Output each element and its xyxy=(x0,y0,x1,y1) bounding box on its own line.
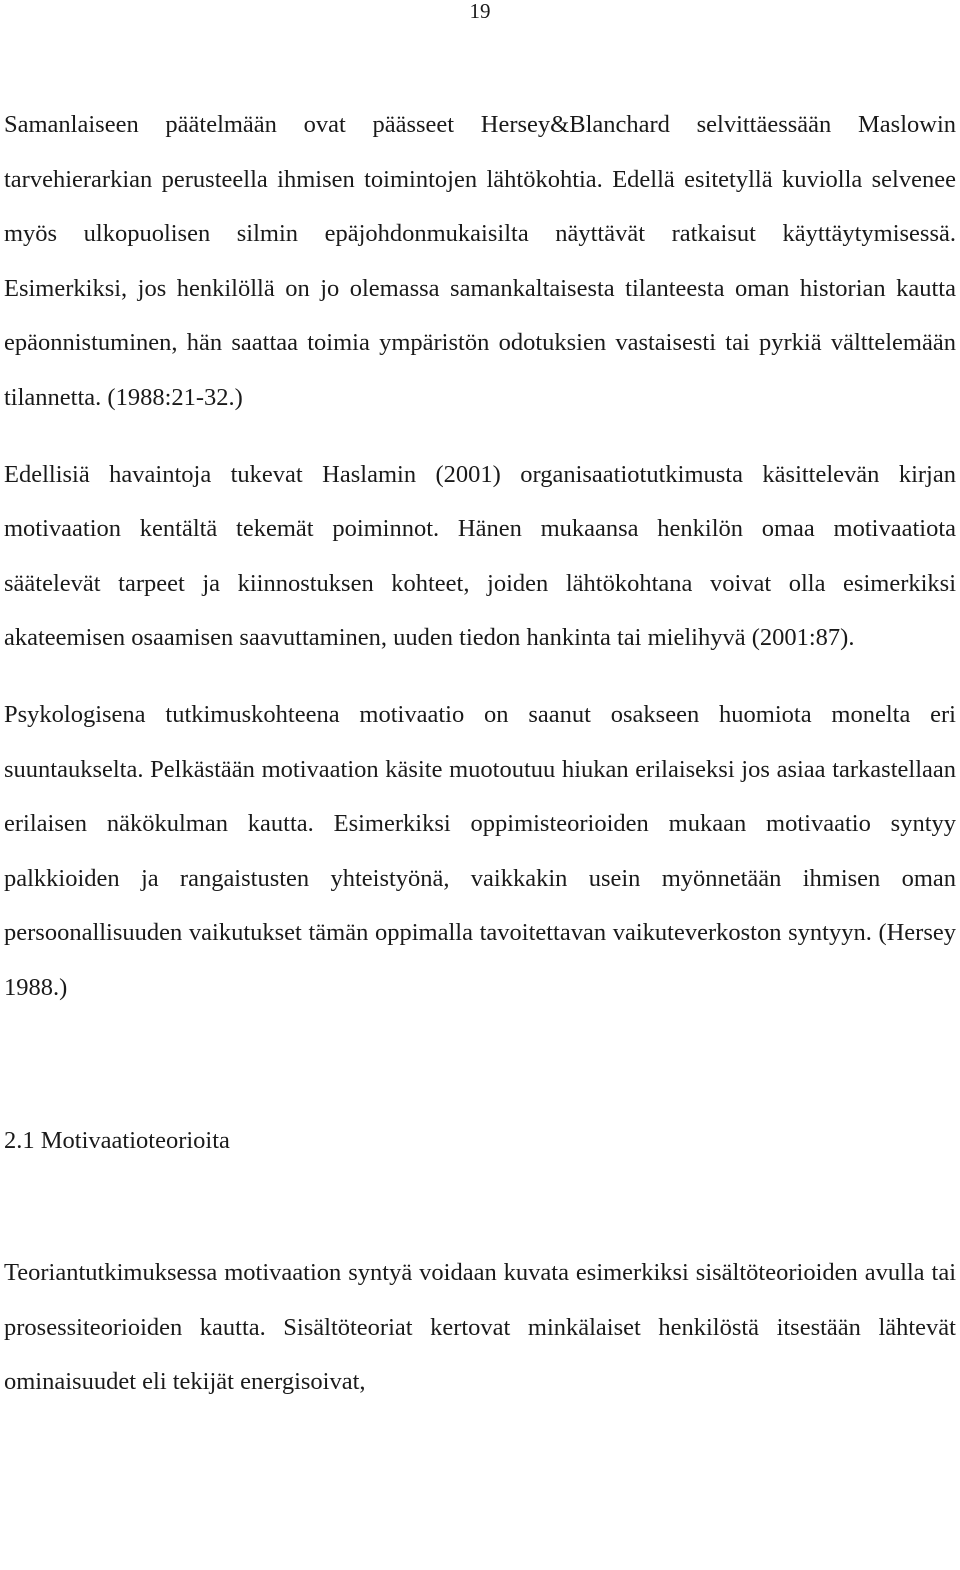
heading-gap xyxy=(4,1168,956,1246)
paragraph-gap xyxy=(4,666,956,688)
paragraph-3: Psykologisena tutkimuskohteena motivaatio on saanut osakseen huomiota monelta eri suuntaukselta. Pelkästään motivaation käsite muotoutuu hiukan erilaiseksi jos asiaa tarkastellaan erilaisen näkökulman kautta. Esimerkiksi oppimisteorioiden mukaan motivaatio syntyy palkkioiden ja rangaistusten yhteistyönä, vaikkakin usein myönnetään ihmisen oman persoonallisuuden vaikutukset tämän oppimalla tavoitettavan vaikuteverkoston syntyyn. (Hersey 1988.) xyxy=(4,700,956,1001)
paragraph-1: Samanlaiseen päätelmään ovat päässeet Hersey&Blanchard selvittäessään Maslowin tarvehierarkian perusteella ihmisen toimintojen lähtökohtia. Edellä esitetyllä kuviolla selvenee myös ulkopuolisen silmin epäjohdonmukaisilta näyttävät ratkaisut käyttäytymisessä. Esimerkiksi, jos henkilöllä on jo olemassa samankaltaisesta tilanteesta oman historian kautta epäonnistuminen, hän saattaa toimia ympäristön odotuksien vastaisesti tai pyrkiä välttelemään tilannetta. (1988:21-32.) xyxy=(4,111,956,411)
section-heading: 2.1 Motivaatioteorioita xyxy=(4,1126,230,1154)
section-gap xyxy=(4,1016,956,1114)
document-body xyxy=(4,98,956,1410)
paragraph-gap xyxy=(4,426,956,448)
section-paragraph: Teoriantutkimuksessa motivaation syntyä voidaan kuvata esimerkiksi sisältöteorioiden avulla tai prosessiteorioiden kautta. Sisältöteoriat kertovat minkälaiset henkilöstä itsestään lähtevät ominaisuudet eli tekijät energisoivat, xyxy=(4,1259,956,1396)
paragraph-2: Edellisiä havaintoja tukevat Haslamin (2001) organisaatiotutkimusta käsittelevän kirjan motivaation kentältä tekemät poiminnot. Hänen mukaansa henkilön omaa motivaatiota säätelevät tarpeet ja kiinnostuksen kohteet, joiden lähtökohtana voivat olla esimerkiksi akateemisen osaamisen saavuttaminen, uuden tiedon hankinta tai mielihyvä (2001:87). xyxy=(4,460,956,652)
page-number: 19 xyxy=(469,0,491,23)
